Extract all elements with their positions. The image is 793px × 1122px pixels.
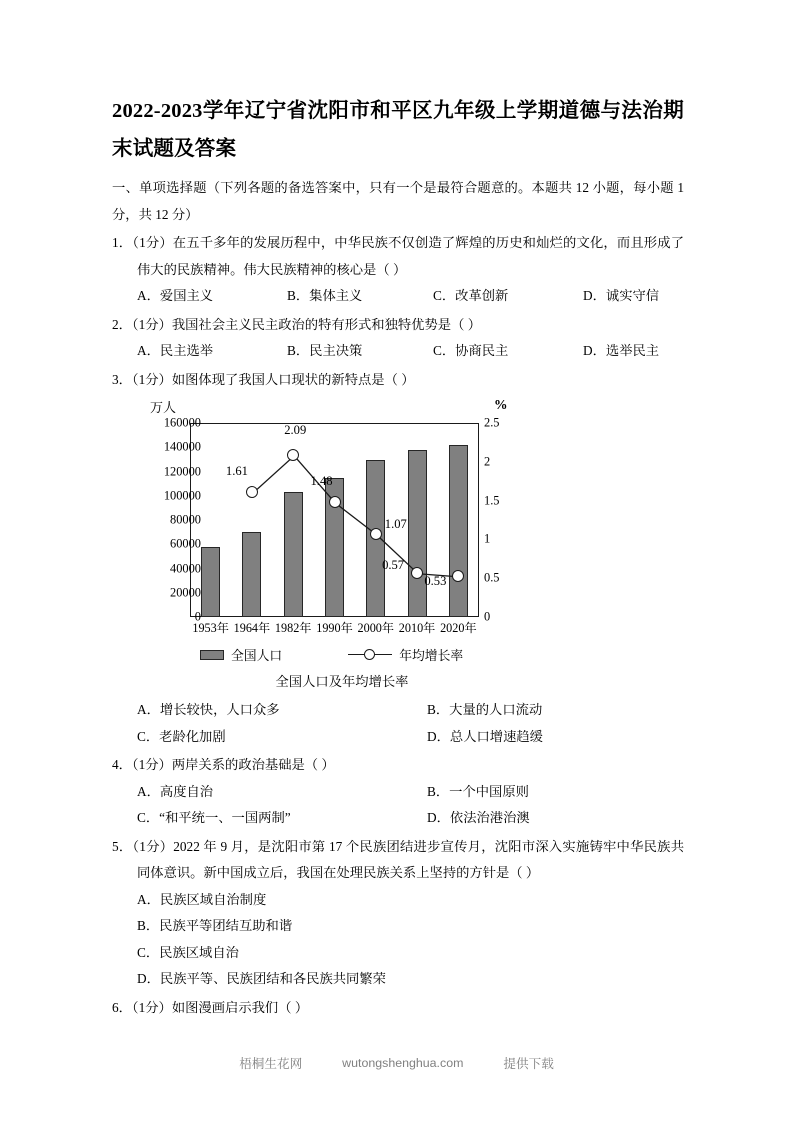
option-c[interactable]: C．改革创新: [433, 288, 509, 303]
option-d[interactable]: D．总人口增速趋缓: [427, 728, 543, 744]
x-axis-tick: 2010年: [398, 621, 436, 635]
y-axis-left-tick: 60000: [170, 536, 201, 551]
y-axis-right-tick: 2: [484, 454, 491, 469]
question-1-options: [112, 283, 684, 310]
data-label: 0.53: [424, 573, 447, 588]
population-chart: [142, 397, 542, 689]
question-5-option-b[interactable]: B．民族平等团结互助和谐: [137, 918, 293, 933]
option-b[interactable]: B．民主决策: [287, 343, 363, 358]
y-axis-left-tick: 140000: [163, 439, 201, 454]
data-label: 0.57: [382, 557, 405, 572]
data-point-marker: [287, 449, 299, 461]
data-label: 1.48: [310, 474, 333, 489]
data-point-marker: [370, 528, 382, 540]
legend-item-population: [200, 645, 282, 664]
option-c[interactable]: C．“和平统一、一国两制”: [137, 810, 291, 825]
chart-legend: [190, 645, 490, 664]
x-axis-tick: 2020年: [440, 621, 477, 635]
question-5-option-a[interactable]: A．民族区域自治制度: [137, 891, 267, 907]
question-2: [112, 312, 684, 365]
legend-label-growth-rate: 年均增长率: [399, 649, 464, 663]
data-label: 2.09: [284, 422, 307, 437]
population-chart-figure: [112, 397, 684, 697]
option-c[interactable]: C．老龄化加剧: [137, 728, 226, 744]
data-label: 1.61: [225, 464, 248, 479]
x-axis-tick: 1953年: [192, 621, 229, 635]
question-5-option-d[interactable]: D．民族平等、民族团结和各民族共同繁荣: [137, 971, 386, 986]
question-5-option-c[interactable]: C．民族区域自治: [137, 944, 239, 960]
chart-caption: 全国人口及年均增长率: [275, 674, 409, 689]
y-axis-left-unit: 万人: [150, 400, 177, 415]
option-d[interactable]: D．依法治港治澳: [427, 810, 530, 825]
x-axis-tick: 1982年: [274, 621, 312, 635]
y-axis-left-tick: 100000: [163, 488, 201, 503]
option-b[interactable]: B．一个中国原则: [427, 783, 529, 799]
footer-site-name: 梧桐生花网: [239, 1057, 303, 1071]
question-4-options-row-2: [112, 805, 684, 832]
question-3: [112, 367, 684, 751]
y-axis-left-tick: 120000: [163, 464, 201, 478]
growth-rate-line: [191, 424, 480, 618]
option-c[interactable]: C．协商民主: [433, 343, 509, 358]
question-3-stem: 3．（1分）如图体现了我国人口现状的新特点是（ ）: [112, 371, 415, 387]
data-point-marker: [452, 570, 464, 582]
data-point-marker: [246, 486, 258, 498]
question-5-stem: 5．（1分）2022 年 9 月，是沈阳市第 17 个民族团结进步宣传月，沈阳市深入实施铸牢中华民族共同体意识。新中国成立后，我国在处理民族关系上坚持的方针是（ ）: [112, 838, 684, 880]
data-point-marker: [329, 496, 341, 508]
question-6: [112, 995, 684, 1022]
document-content: [112, 92, 684, 1021]
option-b[interactable]: B．大量的人口流动: [427, 702, 543, 717]
y-axis-right-tick: 0: [484, 609, 491, 624]
option-b[interactable]: B．集体主义: [287, 288, 363, 303]
footer-url: wutongshenghua.com: [342, 1055, 464, 1070]
option-a[interactable]: A．增长较快，人口众多: [137, 702, 280, 717]
option-d[interactable]: D．诚实守信: [583, 288, 660, 303]
option-a[interactable]: A．民主选举: [137, 343, 214, 358]
y-axis-right-tick: 0.5: [484, 570, 500, 585]
line-marker-icon: [348, 649, 392, 661]
footer-action: 提供下载: [503, 1057, 554, 1071]
y-axis-left-tick: 160000: [163, 415, 201, 430]
question-3-options-row-2: [112, 724, 684, 751]
y-axis-left-tick: 20000: [170, 585, 201, 600]
y-axis-right-tick: 1.5: [484, 493, 500, 508]
y-axis-right-tick: 2.5: [484, 415, 500, 430]
legend-label-population: 全国人口: [231, 649, 283, 663]
question-5: [112, 834, 684, 993]
y-axis-left-tick: 80000: [170, 512, 201, 527]
y-axis-left-tick: 40000: [170, 561, 201, 575]
question-2-options: [112, 338, 684, 365]
question-1-stem: 1．（1分）在五千多年的发展历程中，中华民族不仅创造了辉煌的历史和灿烂的文化，而且形成了伟大的民族精神。伟大民族精神的核心是（ ）: [112, 235, 684, 277]
bar-swatch-icon: [200, 650, 224, 660]
y-axis-left-tick: 0: [194, 609, 201, 624]
question-4: [112, 752, 684, 832]
option-a[interactable]: A．高度自治: [137, 783, 214, 799]
option-d[interactable]: D．选举民主: [583, 343, 660, 358]
page-footer: [0, 1053, 793, 1072]
data-label: 1.07: [384, 516, 407, 531]
question-6-stem: 6．（1分）如图漫画启示我们（ ）: [112, 999, 309, 1015]
option-a[interactable]: A．爱国主义: [137, 288, 214, 303]
y-axis-right-tick: 1: [484, 531, 491, 546]
question-3-options-row-1: [112, 697, 684, 724]
x-axis-tick: 2000年: [357, 621, 395, 635]
page-title: 2022-2023学年辽宁省沈阳市和平区九年级上学期道德与法治期末试题及答案: [112, 100, 684, 160]
data-point-marker: [411, 567, 423, 579]
question-2-stem: 2．（1分）我国社会主义民主政治的特有形式和独特优势是（ ）: [112, 316, 481, 332]
question-4-options-row-1: [112, 779, 684, 806]
legend-item-growth-rate: [348, 645, 463, 664]
y-axis-right-unit: %: [494, 397, 508, 412]
x-axis-tick: 1964年: [233, 621, 271, 635]
section-intro: 一、单项选择题（下列各题的备选答案中，只有一个是最符合题意的。本题共 12 小题，每小题 1 分，共 12 分）: [112, 180, 684, 222]
x-axis-tick: 1990年: [316, 621, 353, 635]
question-1: [112, 230, 684, 310]
question-4-stem: 4．（1分）两岸关系的政治基础是（ ）: [112, 757, 335, 772]
